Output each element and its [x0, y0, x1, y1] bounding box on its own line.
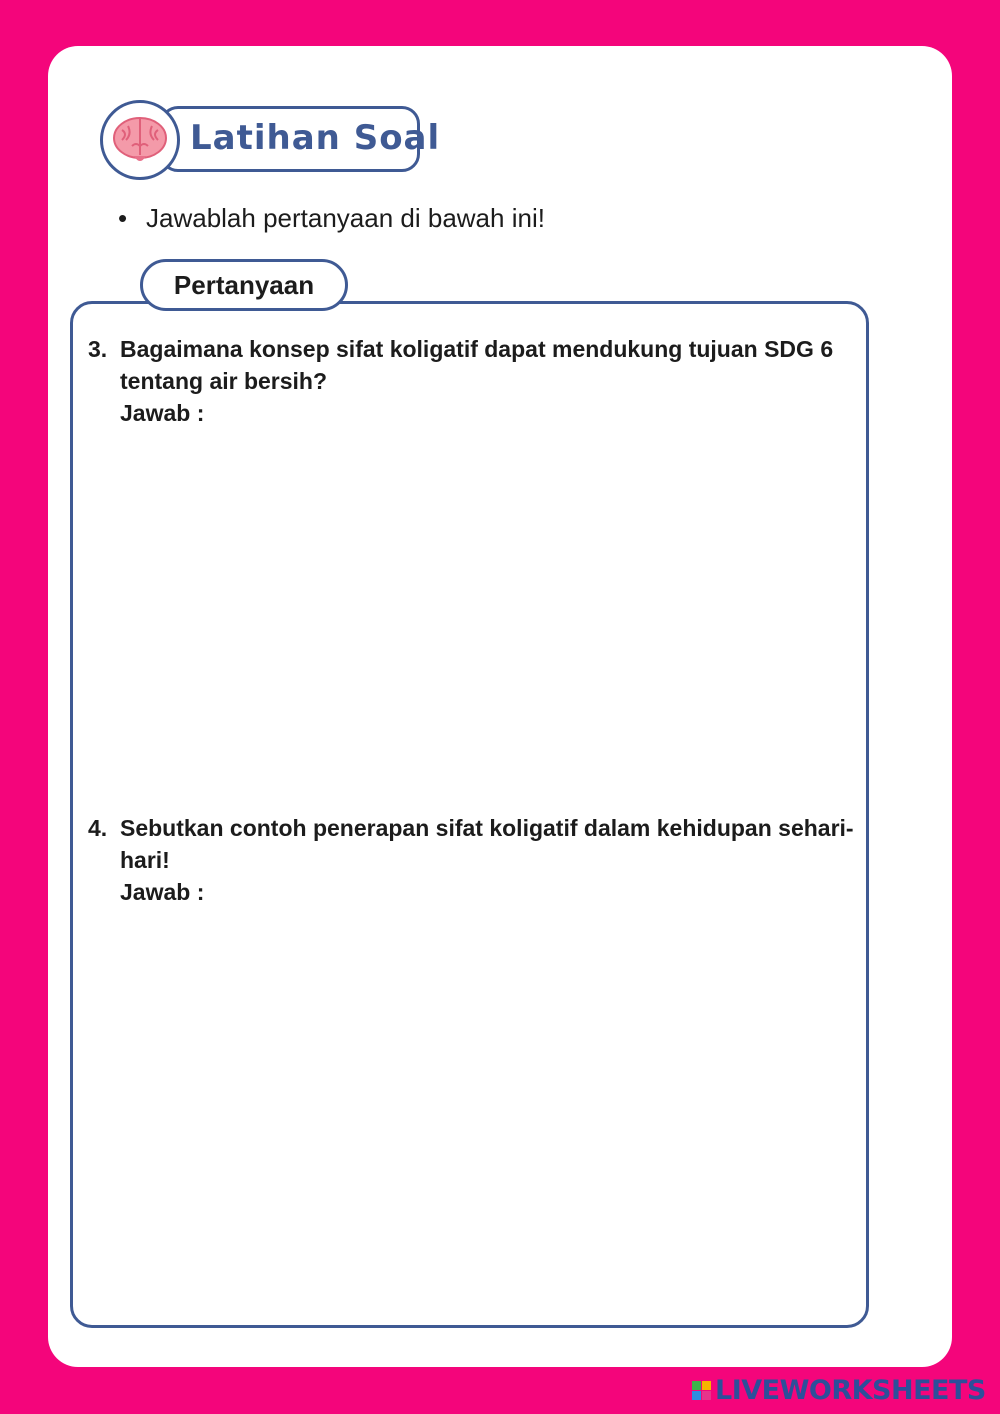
question-item	[88, 812, 858, 908]
answer-label: Jawab :	[120, 879, 205, 905]
section-label: Pertanyaan	[173, 269, 315, 300]
question-text: Sebutkan contoh penerapan sifat koligatif dalam kehidupan sehari-hari!	[120, 815, 854, 873]
bullet-marker: •	[118, 203, 128, 233]
answer-label: Jawab :	[120, 400, 205, 426]
question-number: 3.	[88, 336, 108, 362]
instruction-text: Jawablah pertanyaan di bawah ini!	[146, 203, 545, 233]
brain-icon	[108, 108, 172, 172]
section-tab	[140, 259, 348, 311]
question-item	[88, 333, 858, 429]
brand-logo	[692, 1376, 986, 1404]
brand-name: LIVEWORKSHEETS	[715, 1374, 986, 1406]
logo-mark-icon	[692, 1381, 711, 1400]
question-text: Bagaimana konsep sifat koligatif dapat mendukung tujuan SDG 6 tentang air bersih?	[120, 336, 834, 394]
instruction-line	[118, 203, 545, 234]
title-icon-badge	[100, 100, 180, 180]
page-title: Latihan Soal	[190, 118, 441, 158]
question-number: 4.	[88, 815, 108, 841]
